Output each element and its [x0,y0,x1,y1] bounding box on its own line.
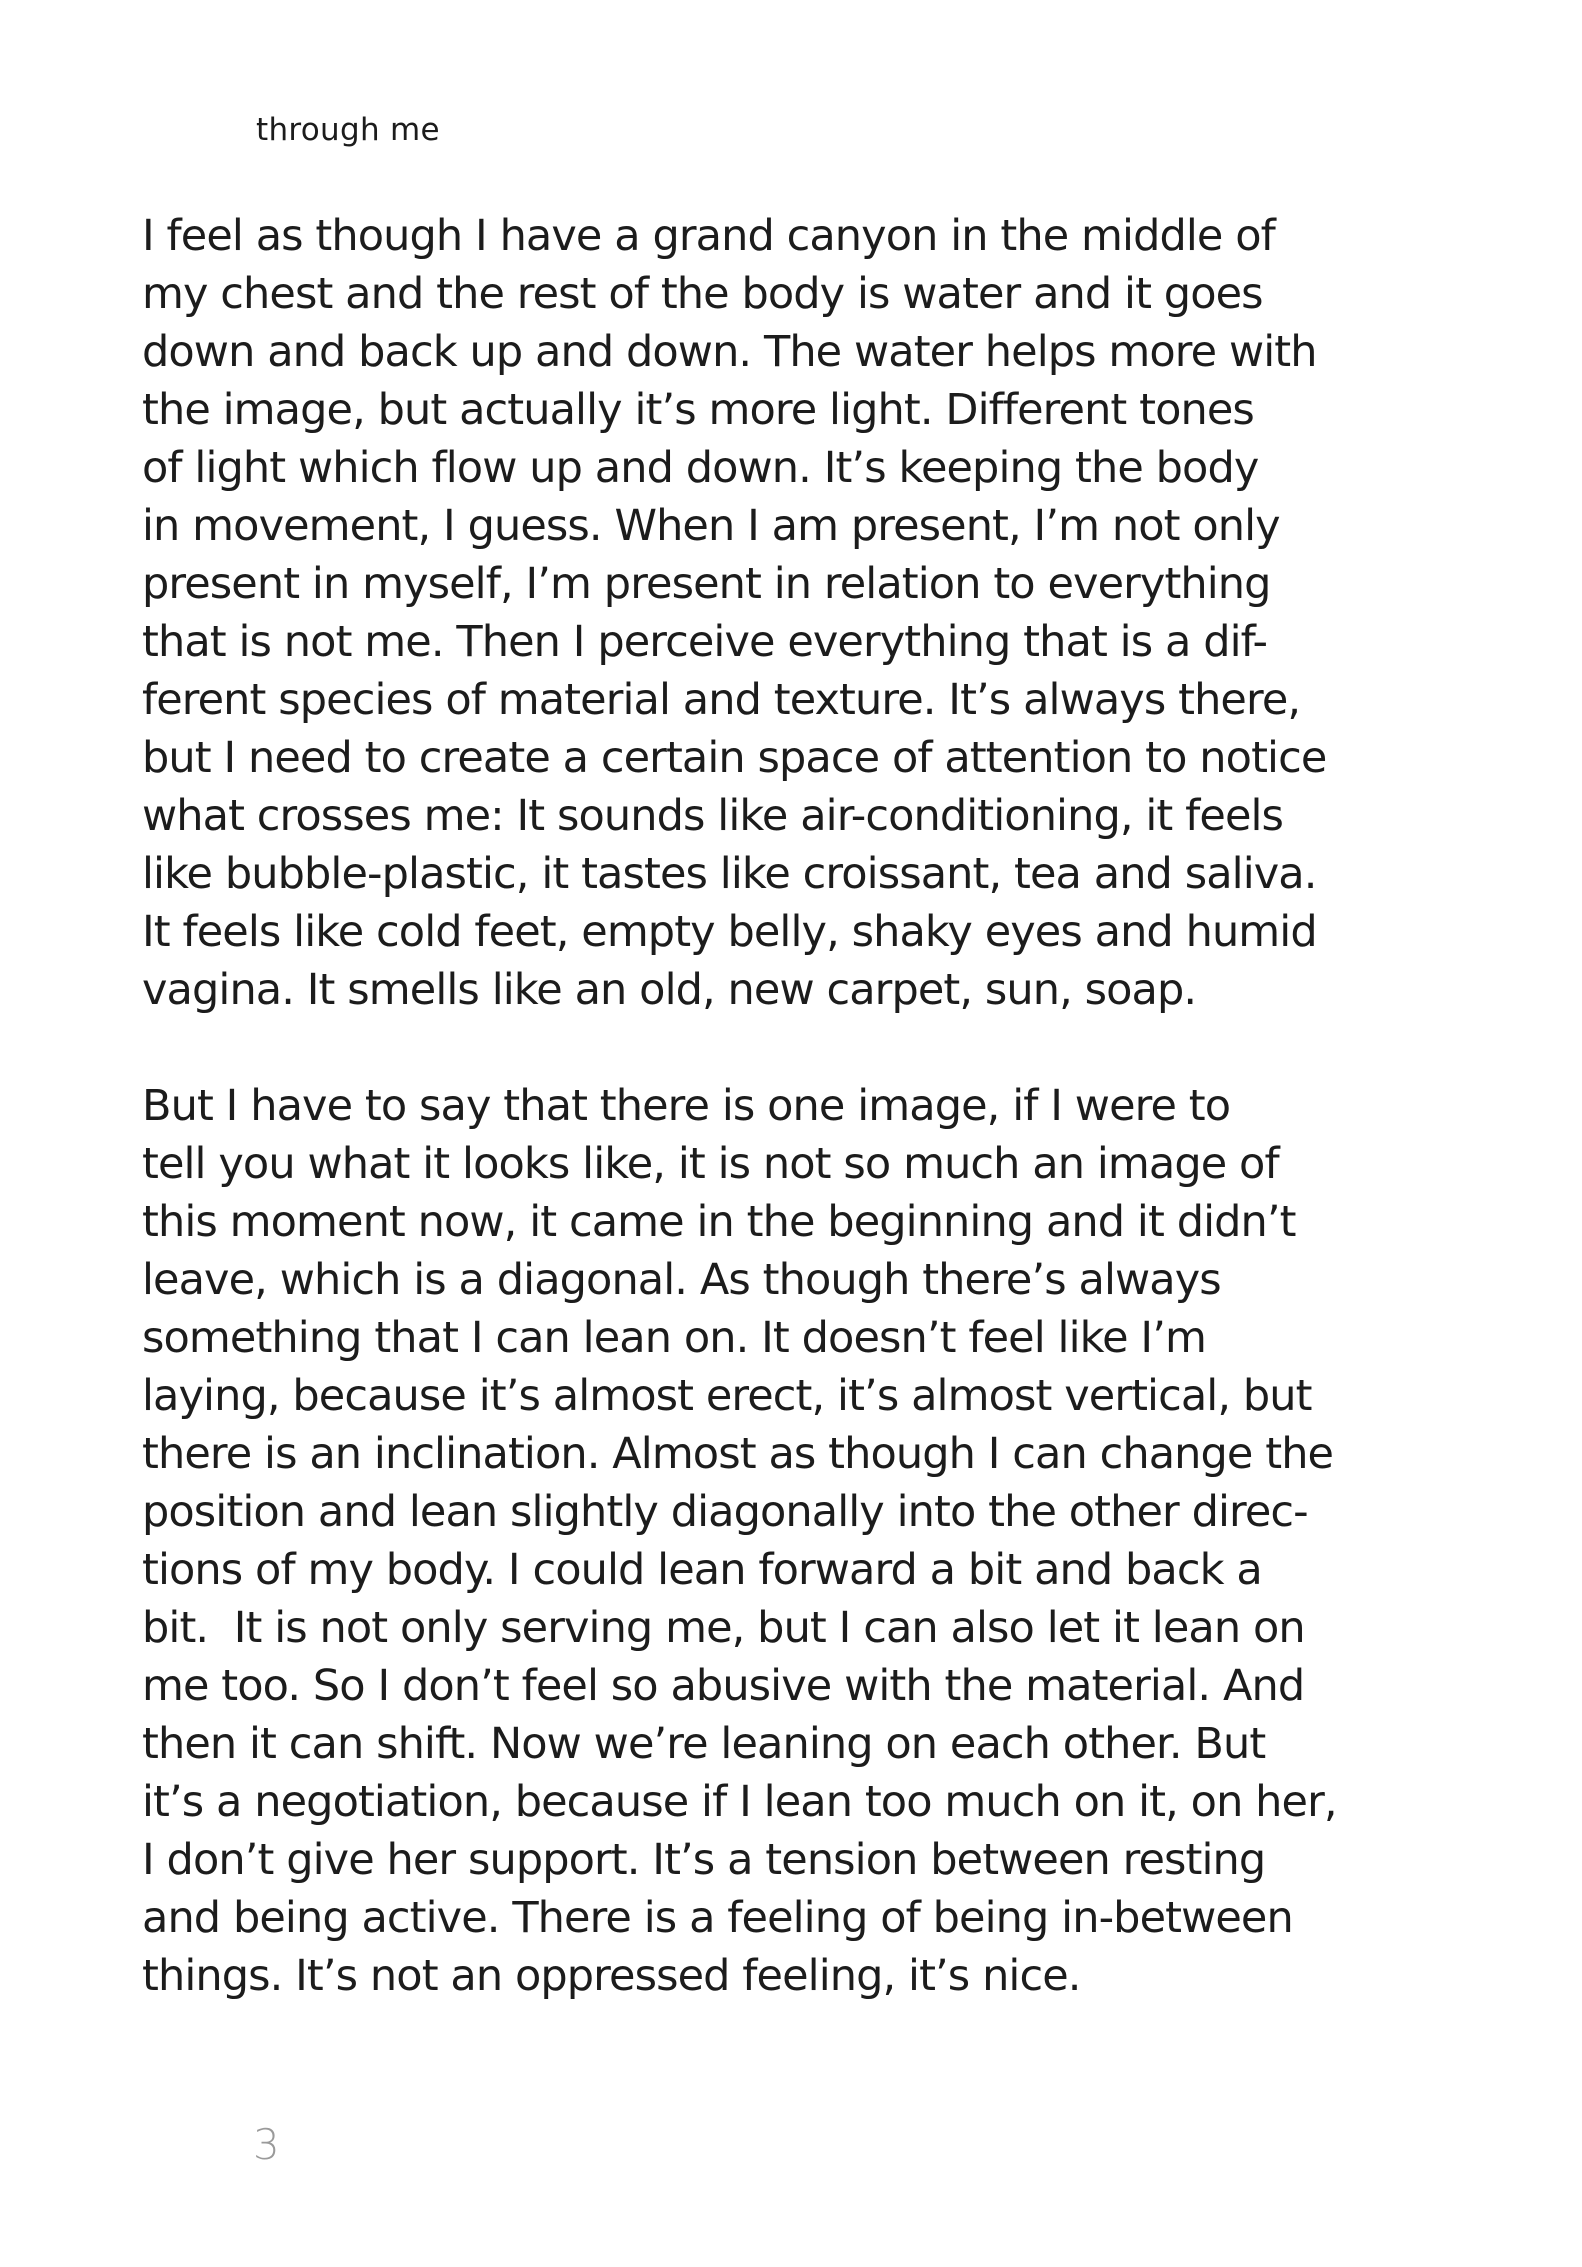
text-line: of light which flow up and down. It’s keeping the body [142,443,1259,493]
text-line: but I need to create a certain space of attention to notice [142,733,1327,783]
text-line: laying, because it’s almost erect, it’s almost vertical, but [142,1371,1312,1421]
text-line: I feel as though I have a grand canyon in the middle of [142,211,1275,261]
text-line: tions of my body. I could lean forward a bit and back a [142,1545,1262,1595]
text-line: something that I can lean on. It doesn’t feel like I’m [142,1313,1206,1363]
paragraph-2 [142,1077,1442,2005]
running-head: through me [256,112,440,148]
body-text [142,207,1442,2005]
page-number: 3 [253,2120,280,2169]
text-line: I don’t give her support. It’s a tension between resting [142,1835,1266,1885]
text-line: the image, but actually it’s more light. Different tones [142,385,1254,435]
text-line: leave, which is a diagonal. As though there’s always [142,1255,1221,1305]
text-line: like bubble-plastic, it tastes like croissant, tea and saliva. [142,849,1317,899]
text-line: But I have to say that there is one image, if I were to [142,1081,1231,1131]
text-line: my chest and the rest of the body is water and it goes [142,269,1263,319]
text-line: vagina. It smells like an old, new carpet, sun, soap. [142,965,1197,1015]
text-line: and being active. There is a feeling of being in-between [142,1893,1293,1943]
paragraph-1 [142,207,1442,1019]
text-line: tell you what it looks like, it is not so much an image of [142,1139,1279,1189]
text-line: It feels like cold feet, empty belly, shaky eyes and humid [142,907,1317,957]
text-line: me too. So I don’t feel so abusive with the material. And [142,1661,1305,1711]
text-line: present in myself, I’m present in relation to everything [142,559,1271,609]
text-line: in movement, I guess. When I am present, I’m not only [142,501,1280,551]
text-line: things. It’s not an oppressed feeling, it’s nice. [142,1951,1081,2001]
text-line: bit. It is not only serving me, but I can also let it lean on [142,1603,1305,1653]
text-line: down and back up and down. The water helps more with [142,327,1317,377]
text-line: position and lean slightly diagonally into the other direc- [142,1487,1308,1537]
text-line: then it can shift. Now we’re leaning on each other. But [142,1719,1266,1769]
text-line: this moment now, it came in the beginning and it didn’t [142,1197,1296,1247]
text-line: that is not me. Then I perceive everything that is a dif- [142,617,1268,667]
text-line: what crosses me: It sounds like air-conditioning, it feels [142,791,1284,841]
text-line: it’s a negotiation, because if I lean too much on it, on her, [142,1777,1337,1827]
text-line: ferent species of material and texture. It’s always there, [142,675,1301,725]
text-line: there is an inclination. Almost as though I can change the [142,1429,1334,1479]
